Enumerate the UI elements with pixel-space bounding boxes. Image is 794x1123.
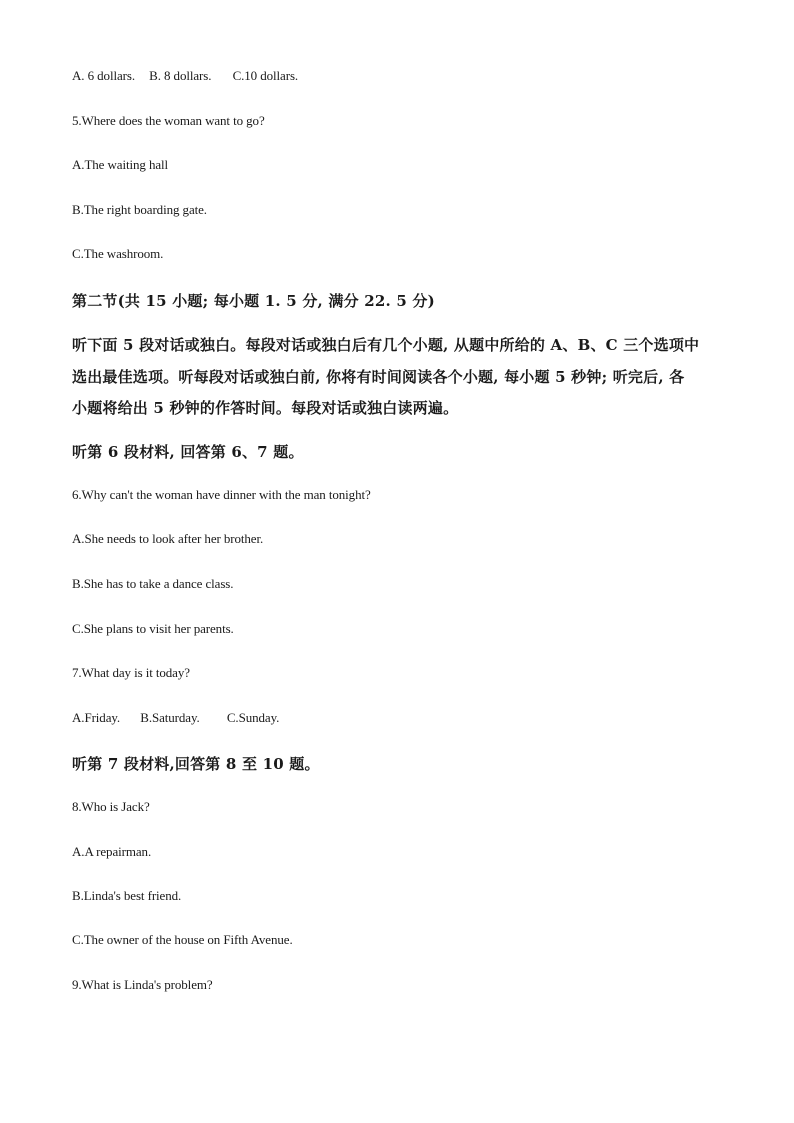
q8-question: 8.Who is Jack? xyxy=(72,799,150,814)
section2-instructions-line2: 选出最佳选项。听每段对话或独白前, 你将有时间阅读各个小题, 每小题 5 秒钟; 听完后, 各 xyxy=(72,368,685,386)
q7-question: 7.What day is it today? xyxy=(72,665,190,680)
q4-option-a: A. 6 dollars. xyxy=(72,68,135,83)
q4-option-c: C.10 dollars. xyxy=(232,68,299,83)
q5-question: 5.Where does the woman want to go? xyxy=(72,113,265,128)
section2-heading: 第二节(共 15 小题; 每小题 1. 5 分, 满分 22. 5 分) xyxy=(72,292,435,310)
material7-heading: 听第 7 段材料,回答第 8 至 10 题。 xyxy=(72,755,320,773)
q8-option-a: A.A repairman. xyxy=(72,844,152,859)
section2-instructions-line1: 听下面 5 段对话或独白。每段对话或独白后有几个小题, 从题中所给的 A、B、C 三个选项中 xyxy=(72,336,700,354)
q8-option-b: B.Linda's best friend. xyxy=(72,888,182,903)
q5-option-b: B.The right boarding gate. xyxy=(72,202,207,217)
q6-question: 6.Why can't the woman have dinner with the man tonight? xyxy=(72,487,371,502)
q5-option-c: C.The washroom. xyxy=(72,246,164,261)
q4-option-b: B. 8 dollars. xyxy=(149,68,212,83)
q7-option-b: B.Saturday. xyxy=(140,710,200,725)
material6-heading: 听第 6 段材料, 回答第 6、7 题。 xyxy=(72,443,304,461)
q7-option-c: C.Sunday. xyxy=(226,710,280,725)
q4-options xyxy=(72,68,298,84)
q8-option-c: C.The owner of the house on Fifth Avenue. xyxy=(72,932,293,947)
q6-option-a: A.She needs to look after her brother. xyxy=(72,531,264,546)
q6-option-c: C.She plans to visit her parents. xyxy=(72,621,234,636)
q7-options xyxy=(72,710,279,726)
q6-option-b: B.She has to take a dance class. xyxy=(72,576,234,591)
section2-instructions-line3: 小题将给出 5 秒钟的作答时间。每段对话或独白读两遍。 xyxy=(72,399,459,417)
q9-question: 9.What is Linda's problem? xyxy=(72,977,213,992)
q7-option-a: A.Friday. xyxy=(72,710,121,725)
q5-option-a: A.The waiting hall xyxy=(72,157,169,172)
